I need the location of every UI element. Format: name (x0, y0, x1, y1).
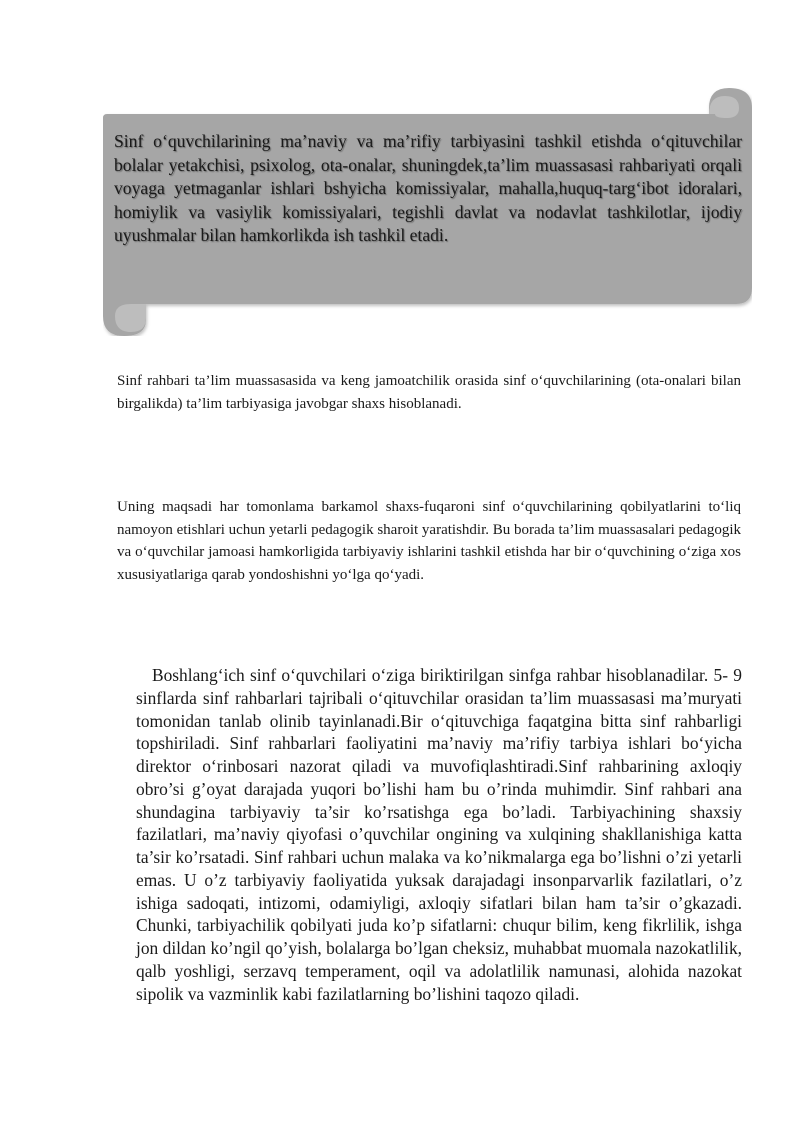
main-paragraph: Boshlang‘ich sinf o‘quvchilari o‘ziga biriktirilgan sinfga rahbar hisoblanadilar. 5- 9 sinflarda sinf rahbarlari tajribali o‘qituvchilar orasidan ta’lim muassasasi ma’muryati tomonidan tanlab olinib tayinlanadi.Bir o‘qituvchiga faqatgina bitta sinf rahbarligi topshiriladi. Sinf rahbarlari faoliyatini ma’naviy ma’rifiy tarbiya ishlari bo‘yicha direktor o‘rinbosari nazorat qiladi va muvofiqlashtiradi.Sinf rahbarining axloqiy obro’si g’oyat darajada yuqori bo’lishi ham bu o’rinda muhimdir. Sinf rahbari ana shundagina tarbiyaviy ta’sir ko’rsatishga ega bo’ladi. Tarbiyachining shaxsiy fazilatlari, ma’naviy qiyofasi o’quvchilar ongining va xulqining shakllanishiga katta ta’sir ko’rsatadi. Sinf rahbari uchun malaka va ko’nikmalarga ega bo’lishni o’zi yetarli emas. U o’z tarbiyaviy faoliyatida yuksak darajadagi insonparvarlik fazilatlari, o’z ishiga sadoqati, intizomi, odamiyligi, axloqiy sifatlari bilan ham ta’sir o’gkazadi. Chunki, tarbiyachilik qobilyati juda ko’p sifatlarni: chuqur bilim, keng fikrlilik, ishga jon dildan ko’ngil qo’yish, bolalarga bo’lgan cheksiz, muhabbat muomala nazokatlilik, qalb yoshligi, serzavq temperament, oqil va adolatlilik namunasi, alohida nazokat sipolik va vazminlik kabi fazilatlarning bo’lishini taqozo qiladi. (136, 665, 742, 1004)
responsibility-paragraph: Sinf rahbari ta’lim muassasasida va keng jamoatchilik orasida sinf o‘quvchilarining (ota-onalari bilan birgalikda) ta’lim tarbiyasiga javobgar shaxs hisoblanadi. (117, 373, 741, 412)
goal-paragraph: Uning maqsadi har tomonlama barkamol shaxs-fuqaroni sinf o‘quvchilarining qobilyatlarini to‘liq namoyon etishlari uchun yetarli pedagogik sharoit yaratishdir. Bu borada ta’lim muassasalari pedagogik va o‘quvchilar jamoasi hamkorligida tarbiyaviy ishlarini tashkil etishda har bir o‘quvchining o‘ziga xos xususiyatlariga qarab yondoshishni yo‘lga qo‘yadi. (117, 499, 742, 583)
banner-text: Sinf o‘quvchilarining ma’naviy va ma’rifiy tarbiyasini tashkil etishda o‘qituvchilar bolalar yetakchisi, psixolog, ota-onalar, shuningdek,ta’lim muassasasi rahbariyati orqali voyaga yetmaganlar ishlari bshyicha komissiyalar, mahalla,huquq-targ‘ibot idoralari, homiylik va vasiylik komissiyalari, tegishli davlat va nodavlat tashkilotlar, ijodiy uyushmalar bilan hamkorlikda ish tashkil etadi. (114, 131, 742, 246)
scroll-banner (103, 88, 752, 336)
